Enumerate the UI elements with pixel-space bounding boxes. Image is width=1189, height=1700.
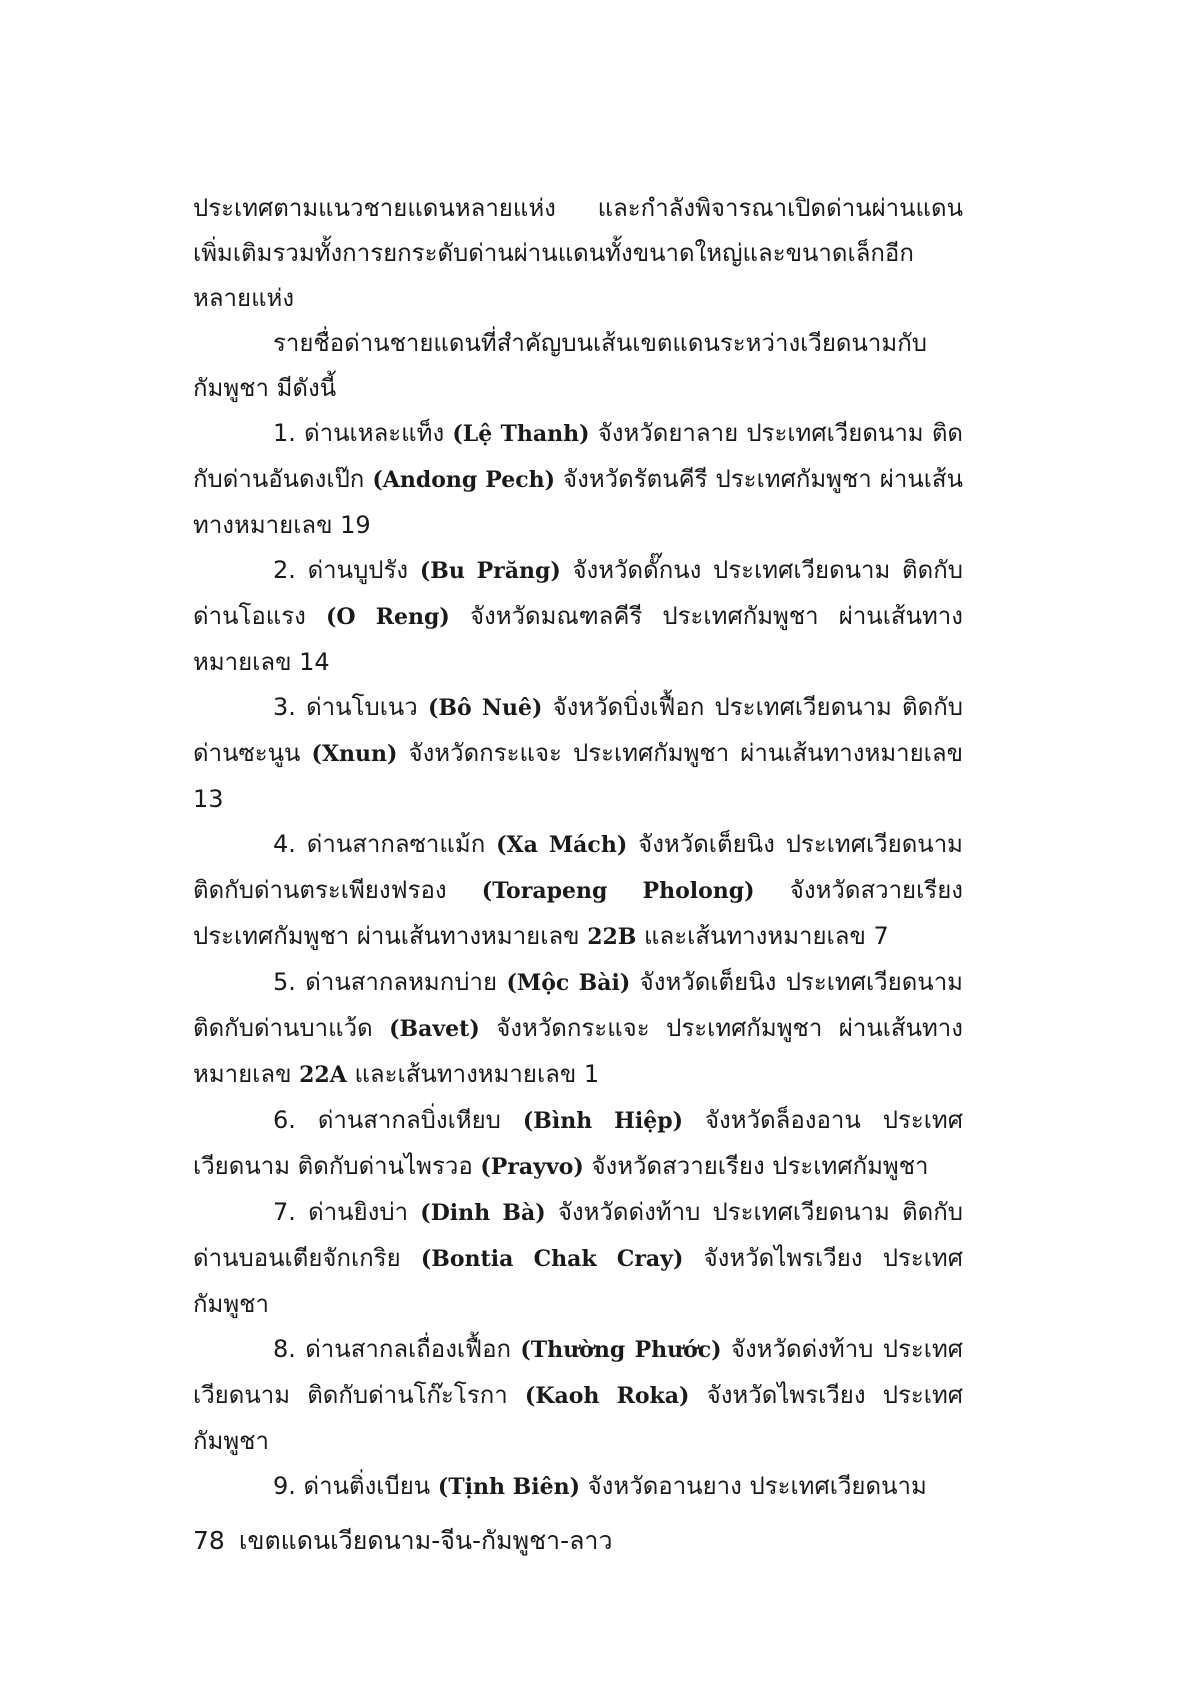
border-crossing-item: 4. ด่านสากลซาแม้ก (Xa Mách) จังหวัดเต็ยนิง ประเทศเวียดนาม ติดกับด่านตระเพียงฟรอง (Torapeng Pholong) จังหวัดสวายเรียง ประเทศกัมพูชา ผ่านเส้นทางหมายเลข 22B และเส้นทางหมายเลข 7 <box>193 830 963 950</box>
running-title: เขตแดนเวียดนาม-จีน-กัมพูชา-ลาว <box>238 1526 613 1555</box>
border-crossing-item: 9. ด่านติ่งเบียน (Tịnh Biên) จังหวัดอานยาง ประเทศเวียดนาม <box>273 1472 927 1500</box>
border-crossing-item: 6. ด่านสากลบิ่งเหียบ (Bình Hiệp) จังหวัดล็องอาน ประเทศเวียดนาม ติดกับด่านไพรวอ (Prayvo) จังหวัดสวายเรียง ประเทศกัมพูชา <box>193 1106 963 1180</box>
border-crossing-item: 7. ด่านยิงบ่า (Dinh Bà) จังหวัดด่งท้าบ ประเทศเวียดนาม ติดกับด่านบอนเตียจักเกริย (Bontia Chak Cray) จังหวัดไพรเวียง ประเทศกัมพูชา <box>193 1198 963 1318</box>
border-crossing-item: 1. ด่านเหละแท็ง (Lệ Thanh) จังหวัดยาลาย ประเทศเวียดนาม ติดกับด่านอันดงเป๊ก (Andong Pech) จังหวัดรัตนคีรี ประเทศกัมพูชา ผ่านเส้นทางหมายเลข 19 <box>193 419 963 539</box>
body-text <box>193 186 963 1510</box>
paragraph-list-intro: รายชื่อด่านชายแดนที่สำคัญบนเส้นเขตแดนระหว่างเวียดนามกับกัมพูชา มีดังนี้ <box>193 329 927 402</box>
paragraph-intro: ประเทศตามแนวชายแดนหลายแห่ง และกำลังพิจารณาเปิดด่านผ่านแดนเพิ่มเติมรวมทั้งการยกระดับด่านผ่านแดนทั้งขนาดใหญ่และขนาดเล็กอีกหลายแห่ง <box>193 194 963 312</box>
border-crossing-item: 3. ด่านโบเนว (Bô Nuê) จังหวัดบิ่งเฟื้อก ประเทศเวียดนาม ติดกับด่านซะนูน (Xnun) จังหวัดกระแจะ ประเทศกัมพูชา ผ่านเส้นทางหมายเลข 13 <box>193 693 963 813</box>
border-crossing-item: 5. ด่านสากลหมกบ่าย (Mộc Bài) จังหวัดเต็ยนิง ประเทศเวียดนาม ติดกับด่านบาแว้ด (Bavet) จังหวัดกระแจะ ประเทศกัมพูชา ผ่านเส้นทางหมายเลข 22A และเส้นทางหมายเลข 1 <box>193 968 963 1088</box>
border-crossing-item: 8. ด่านสากลเถื่องเฟื้อก (Thường Phước) จังหวัดด่งท้าบ ประเทศเวียดนาม ติดกับด่านโก๊ะโรกา (Kaoh Roka) จังหวัดไพรเวียง ประเทศกัมพูชา <box>193 1335 964 1455</box>
page-footer <box>193 1524 613 1558</box>
page-number: 78 <box>193 1526 225 1555</box>
border-crossing-item: 2. ด่านบูปรัง (Bu Prăng) จังหวัดดั๊กนง ประเทศเวียดนาม ติดกับด่านโอแรง (O Reng) จังหวัดมณฑลคีรี ประเทศกัมพูชา ผ่านเส้นทางหมายเลข 14 <box>193 556 963 676</box>
